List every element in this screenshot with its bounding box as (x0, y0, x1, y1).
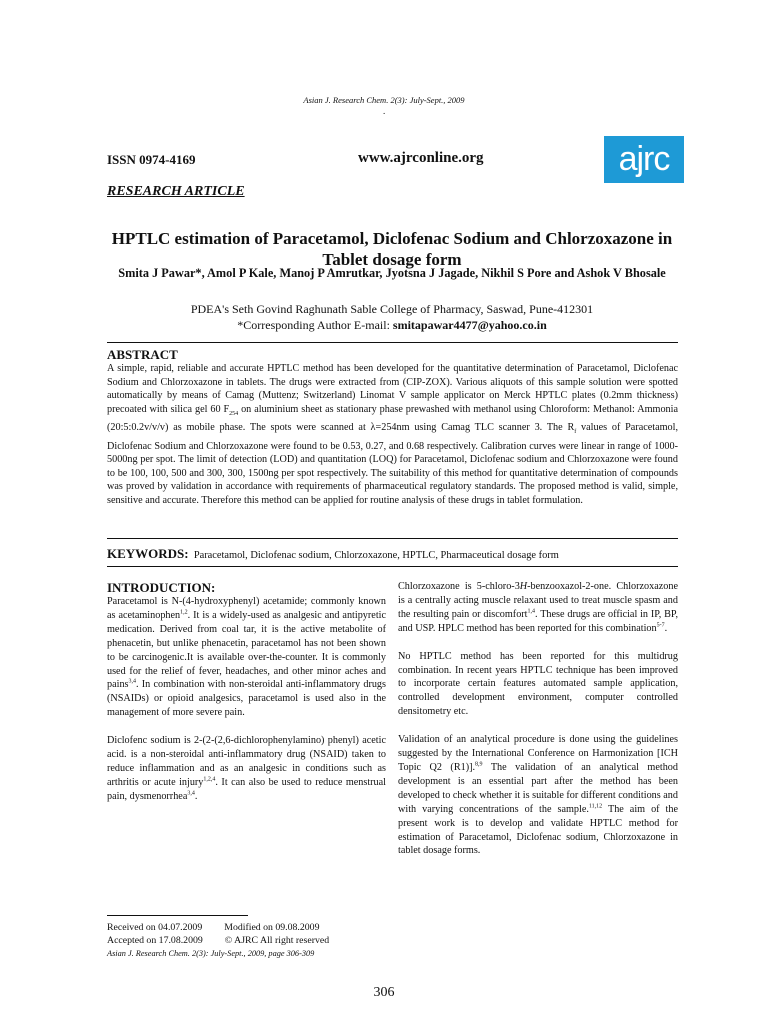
institution: PDEA's Seth Govind Raghunath Sable College of Pharmacy, Saswad, Pune-412301 (190, 302, 594, 316)
text: -benzooxazol-2-one. Chlorzoxazone is a centrally acting muscle relaxant used to treat muscle spasm and the resulting pain or discomfort (398, 581, 678, 620)
received-date: Received on 04.07.2009 (107, 922, 203, 933)
divider (107, 538, 678, 539)
article-type: RESEARCH ARTICLE (107, 184, 245, 199)
footnote (107, 921, 407, 960)
text: . (664, 622, 668, 634)
citation: 8,9 (475, 761, 483, 768)
abstract-text (107, 362, 678, 507)
paragraph-hptlc: No HPTLC method has been reported for this multidrug combination. In recent years HPTLC technique has been improved to incorporate certain features automated sample application, controlled development environment, computer controlled densitometry etc. (398, 650, 678, 718)
citation: 1,4 (527, 608, 536, 615)
abstract-part-3: values of Paracetamol, Diclofenac Sodium and Chlorzoxazone were found to be 0.53, 0.27, and 0.68 respectively. Calibration curves were linear in range of 1000-5000ng per spot. The limit of detection (LOD) and quantitation (LOQ) for Paracetamol, Diclofenac sodium and Chlorzoxazone were found to be 100, 100, 500 and 300, 300, 1500ng per spot respectively. The suitability of this method for quantitative determination of compounds was proved by validation in accordance with requirements of pharmaceutical regulatory standards. The proposed method is valid, simple, sensitive and accurate. Therefore this method can be applied for routine analysis of these drugs in tablet formulation. (107, 422, 679, 506)
paragraph-diclofenac (107, 734, 386, 804)
paragraph-paracetamol (107, 595, 386, 720)
text: The validation of an analytical method development is an essential part after the method has been developed to check whether it is suitable for different conditions and with varying concentrations of the sample. (398, 761, 678, 815)
paragraph-chlorzoxazone (398, 580, 678, 636)
abstract-part-1: A simple, rapid, reliable and accurate HPTLC method has been developed for the quantitative determination of Paracetamol, Diclofenac Sodium and Chlorzoxazone in tablets. The drugs were extracted from (CIP-ZOX). Various aliquots of this sample solution were spotted automatically by means of Camag (Muttenz; Switzerland) Linomat V sample applicator on Merck HPTLC plates (0.2mm thickness) precoated with silica gel 60 F (107, 363, 678, 415)
copyright: © AJRC All right reserved (224, 935, 330, 946)
corresponding-label: *Corresponding Author E-mail: (237, 318, 393, 332)
keywords (107, 546, 678, 562)
journal-header: Asian J. Research Chem. 2(3): July-Sept., 2009 (303, 95, 465, 105)
text: Chlorzoxazone is 5-chloro-3 (398, 581, 520, 592)
divider (107, 566, 678, 567)
footnote-divider (107, 915, 248, 916)
keywords-text: Paracetamol, Diclofenac sodium, Chlorzoxazone, HPTLC, Pharmaceutical dosage form (193, 550, 559, 561)
footnote-line-2 (107, 934, 407, 947)
issn: ISSN 0974-4169 (107, 152, 196, 167)
text: Validation of an analytical procedure is done using the guidelines suggested by the International Conference on Harmonization [ICH Topic Q2 (R1)]. (398, 734, 678, 773)
corresponding-author (107, 317, 677, 333)
divider (107, 342, 678, 343)
subscript-f: f (574, 429, 577, 436)
abstract-part-2: on aluminium sheet as stationary phase prewashed with methanol using Chloroform: Methanol: Ammonia (20:5:0.2v/v/v) as mobile phase. The spots were scanned at λ=254nm using Camag TLC scanner 3. The R (107, 403, 678, 434)
citation: 5-7 (656, 622, 665, 629)
paper-title: HPTLC estimation of Paracetamol, Diclofenac Sodium and Chlorzoxazone in Tablet dosage form (111, 229, 673, 269)
text: . It can also be used to reduce menstrual pain, dysmenorrhea (107, 776, 386, 802)
text: . It is a widely-used as analgesic and antipyretic medication. Derived from coal tar, it is the active metabolite of phenacetin, but unlike phenacetin, paracetamol has not been shown to be carcinogenic.It is available over-the-counter. It is commonly used for the relief of fever, headaches, and other minor aches and pains (107, 609, 386, 691)
text: . In combination with non-steroidal anti-inflammatory drugs (NSAIDs) or opioid analgesics, paracetamol is used also in the management of more severe pain. (107, 679, 386, 719)
left-column (107, 580, 386, 818)
journal-website: www.ajrconline.org (358, 150, 484, 166)
citation: 1,2 (180, 609, 188, 616)
accepted-date: Accepted on 17.08.2009 (107, 935, 203, 946)
footnote-citation: Asian J. Research Chem. 2(3): July-Sept., 2009, page 306-309 (107, 949, 315, 958)
text: Paracetamol is N-(4-hydroxyphenyl) acetamide; commonly known as acetaminophen (107, 596, 386, 621)
citation: 1,2,4 (203, 776, 216, 783)
citation: 3,4 (187, 790, 195, 797)
modified-date: Modified on 09.08.2009 (224, 922, 320, 933)
text: The aim of the present work is to develop and validate HPTLC method for estimation of Paracetamol, Diclofenac sodium, Chlorzoxazone in tablet dosage forms. (398, 803, 678, 857)
abstract-heading: ABSTRACT (107, 347, 178, 362)
right-column (398, 580, 678, 872)
header-dot: . (383, 106, 386, 116)
author-list: Smita J Pawar*, Amol P Kale, Manoj P Amrutkar, Jyotsna J Jagade, Nikhil S Pore and Ashok V Bhosale (118, 266, 666, 280)
subscript-254: 254 (229, 410, 239, 417)
italic-text: H (519, 581, 528, 592)
ajrc-logo: ajrc (604, 136, 684, 183)
introduction-heading: INTRODUCTION: (107, 580, 216, 595)
footnote-line-1 (107, 921, 407, 934)
text: . (194, 790, 198, 802)
text: . These drugs are official in IP, BP, and USP. HPLC method has been reported for this combination (398, 608, 678, 634)
affiliation (107, 301, 677, 333)
keywords-label: KEYWORDS: (107, 546, 189, 561)
citation: 3,4 (128, 679, 137, 686)
citation: 11,12 (588, 803, 603, 810)
paragraph-validation (398, 733, 678, 858)
text: Diclofenc sodium is 2-(2-(2,6-dichlorophenylamino) phenyl) acetic acid. is a non-steroidal anti-inflammatory drug (NSAID) taken to reduce inflammation and as an analgesic in conditions such as arthritis or acute injury (107, 735, 386, 788)
page-number: 306 (373, 985, 395, 1000)
corresponding-email: smitapawar4477@yahoo.co.in (392, 318, 547, 332)
